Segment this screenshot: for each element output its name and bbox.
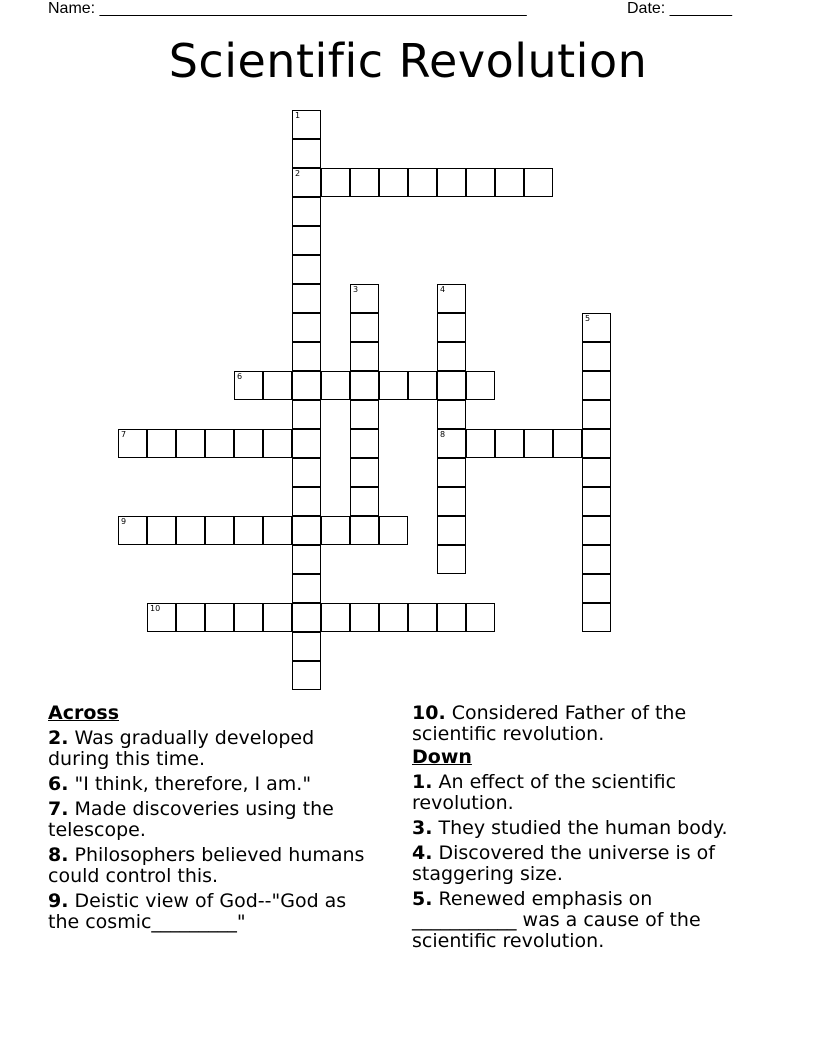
clues-left-column	[48, 703, 378, 937]
name-field-label: Name: ________________________________________________	[48, 0, 527, 17]
grid-cell[interactable]	[350, 342, 379, 371]
grid-cell[interactable]	[350, 429, 379, 458]
cell-number: 7	[121, 430, 127, 439]
grid-cell[interactable]	[234, 603, 263, 632]
clue-text: Considered Father of the scientific revolution.	[412, 702, 693, 745]
grid-cell[interactable]	[379, 516, 408, 545]
grid-cell[interactable]	[321, 371, 350, 400]
grid-cell[interactable]	[582, 516, 611, 545]
grid-cell[interactable]	[437, 284, 466, 313]
grid-cell[interactable]	[234, 516, 263, 545]
grid-cell[interactable]	[350, 313, 379, 342]
cell-number: 1	[295, 111, 301, 120]
grid-cell[interactable]	[350, 603, 379, 632]
grid-cell[interactable]	[292, 603, 321, 632]
grid-cell[interactable]	[292, 371, 321, 400]
cell-number: 3	[353, 285, 359, 294]
grid-cell[interactable]	[292, 226, 321, 255]
grid-cell[interactable]	[292, 139, 321, 168]
grid-cell[interactable]	[350, 400, 379, 429]
grid-cell[interactable]	[292, 545, 321, 574]
grid-cell[interactable]	[582, 429, 611, 458]
clue-down-3	[412, 818, 752, 839]
grid-cell[interactable]	[292, 661, 321, 690]
clue-number: 2.	[48, 727, 69, 749]
grid-cell[interactable]	[292, 429, 321, 458]
clue-across-10	[412, 703, 752, 745]
clue-text: Deistic view of God--"God as the cosmic_________"	[48, 890, 353, 933]
grid-cell[interactable]	[292, 400, 321, 429]
clue-number: 5.	[412, 888, 433, 910]
grid-cell[interactable]	[263, 516, 292, 545]
cell-number: 4	[440, 285, 446, 294]
grid-cell[interactable]	[582, 487, 611, 516]
clue-text: Was gradually developed during this time.	[48, 727, 321, 770]
clue-number: 10.	[412, 702, 446, 724]
grid-cell[interactable]	[408, 603, 437, 632]
grid-cell[interactable]	[437, 168, 466, 197]
grid-cell[interactable]	[350, 284, 379, 313]
page-title: Scientific Revolution	[168, 34, 648, 88]
grid-cell[interactable]	[495, 429, 524, 458]
grid-cell[interactable]	[437, 603, 466, 632]
grid-cell[interactable]	[147, 516, 176, 545]
grid-cell[interactable]	[292, 458, 321, 487]
clue-number: 1.	[412, 771, 433, 793]
clue-across-8	[48, 845, 378, 887]
clue-across-6	[48, 774, 378, 795]
grid-cell[interactable]	[437, 545, 466, 574]
grid-cell[interactable]	[321, 516, 350, 545]
grid-cell[interactable]	[292, 342, 321, 371]
grid-cell[interactable]	[582, 545, 611, 574]
clue-text: They studied the human body.	[438, 817, 728, 839]
grid-cell[interactable]	[437, 342, 466, 371]
clue-text: Made discoveries using the telescope.	[48, 798, 340, 841]
clue-across-2	[48, 728, 378, 770]
grid-cell[interactable]	[292, 284, 321, 313]
grid-cell[interactable]	[582, 400, 611, 429]
cell-number: 10	[150, 604, 161, 613]
cell-number: 2	[295, 169, 301, 178]
grid-cell[interactable]	[582, 603, 611, 632]
grid-cell[interactable]	[582, 342, 611, 371]
grid-cell[interactable]	[147, 603, 176, 632]
clue-text: Renewed emphasis on ___________ was a cause of the scientific revolution.	[412, 888, 707, 952]
grid-cell[interactable]	[379, 371, 408, 400]
clue-number: 4.	[412, 842, 433, 864]
grid-cell[interactable]	[437, 313, 466, 342]
grid-cell[interactable]	[553, 429, 582, 458]
grid-cell[interactable]	[292, 574, 321, 603]
date-field-label: Date: _______	[627, 0, 732, 17]
grid-cell[interactable]	[350, 487, 379, 516]
clue-text: Philosophers believed humans could control this.	[48, 844, 371, 887]
clue-across-7	[48, 799, 378, 841]
grid-cell[interactable]	[582, 574, 611, 603]
grid-cell[interactable]	[466, 168, 495, 197]
grid-cell[interactable]	[234, 371, 263, 400]
grid-cell[interactable]	[292, 110, 321, 139]
cell-number: 8	[440, 430, 446, 439]
grid-cell[interactable]	[292, 168, 321, 197]
grid-cell[interactable]	[466, 603, 495, 632]
clue-text: An effect of the scientific revolution.	[412, 771, 683, 814]
grid-cell[interactable]	[466, 371, 495, 400]
grid-cell[interactable]	[147, 429, 176, 458]
grid-cell[interactable]	[176, 516, 205, 545]
grid-cell[interactable]	[437, 429, 466, 458]
clues-right-column	[412, 703, 752, 956]
across-heading: Across	[48, 702, 120, 724]
grid-cell[interactable]	[263, 371, 292, 400]
clue-number: 8.	[48, 844, 69, 866]
clue-number: 7.	[48, 798, 69, 820]
cell-number: 6	[237, 372, 243, 381]
grid-cell[interactable]	[437, 458, 466, 487]
grid-cell[interactable]	[234, 429, 263, 458]
clue-text: Discovered the universe is of staggering size.	[412, 842, 722, 885]
cell-number: 5	[585, 314, 591, 323]
grid-cell[interactable]	[582, 458, 611, 487]
grid-cell[interactable]	[292, 632, 321, 661]
grid-cell[interactable]	[379, 168, 408, 197]
down-heading: Down	[412, 746, 472, 768]
grid-cell[interactable]	[263, 603, 292, 632]
grid-cell[interactable]	[205, 603, 234, 632]
grid-cell[interactable]	[408, 371, 437, 400]
grid-cell[interactable]	[350, 516, 379, 545]
grid-cell[interactable]	[437, 516, 466, 545]
grid-cell[interactable]	[350, 458, 379, 487]
clue-number: 6.	[48, 773, 69, 795]
grid-cell[interactable]	[437, 400, 466, 429]
grid-cell[interactable]	[350, 168, 379, 197]
grid-cell[interactable]	[582, 371, 611, 400]
grid-cell[interactable]	[118, 429, 147, 458]
grid-cell[interactable]	[292, 255, 321, 284]
clue-number: 3.	[412, 817, 433, 839]
grid-cell[interactable]	[350, 371, 379, 400]
clue-down-5	[412, 889, 752, 952]
grid-cell[interactable]	[205, 516, 234, 545]
grid-cell[interactable]	[292, 516, 321, 545]
grid-cell[interactable]	[495, 168, 524, 197]
clue-text: "I think, therefore, I am."	[74, 773, 312, 795]
cell-number: 9	[121, 517, 127, 526]
grid-cell[interactable]	[437, 371, 466, 400]
clue-down-1	[412, 772, 752, 814]
grid-cell[interactable]	[321, 603, 350, 632]
clue-across-9	[48, 891, 378, 933]
grid-cell[interactable]	[582, 313, 611, 342]
grid-cell[interactable]	[466, 429, 495, 458]
grid-cell[interactable]	[524, 429, 553, 458]
grid-cell[interactable]	[524, 168, 553, 197]
grid-cell[interactable]	[408, 168, 437, 197]
clue-down-4	[412, 843, 752, 885]
grid-cell[interactable]	[176, 429, 205, 458]
clue-number: 9.	[48, 890, 69, 912]
grid-cell[interactable]	[176, 603, 205, 632]
grid-cell[interactable]	[437, 487, 466, 516]
grid-cell[interactable]	[321, 168, 350, 197]
grid-cell[interactable]	[292, 487, 321, 516]
grid-cell[interactable]	[379, 603, 408, 632]
grid-cell[interactable]	[205, 429, 234, 458]
grid-cell[interactable]	[263, 429, 292, 458]
grid-cell[interactable]	[292, 197, 321, 226]
grid-cell[interactable]	[292, 313, 321, 342]
grid-cell[interactable]	[118, 516, 147, 545]
